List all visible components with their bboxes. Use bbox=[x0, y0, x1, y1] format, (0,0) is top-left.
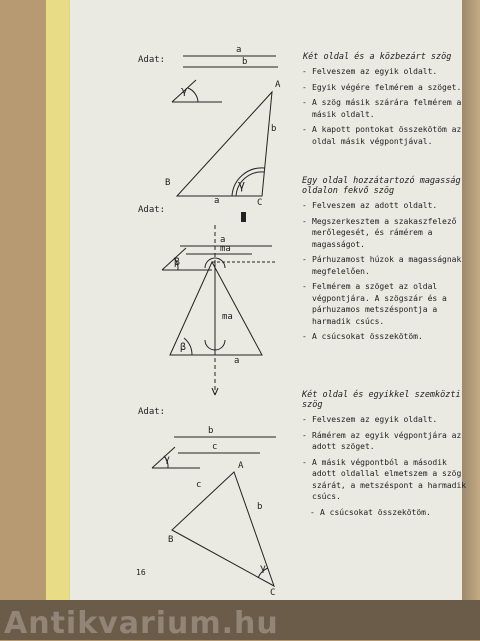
given-angle-beta bbox=[162, 248, 212, 270]
vertex-c: C bbox=[257, 198, 263, 208]
altitude-label: ma bbox=[222, 312, 233, 322]
step: - Felveszem az egyik oldalt. bbox=[302, 414, 474, 426]
step: - Felveszem az adott oldalt. bbox=[302, 200, 474, 212]
label-angle-beta: β bbox=[174, 257, 181, 268]
step: - Felmérem a szöget az oldal végpontjára. A szögszár és a párhuzamos metszéspontja a harmadik csúcs. bbox=[302, 281, 474, 327]
given-angle-gamma-3 bbox=[152, 447, 200, 468]
section3-title: Két oldal és egyikkel szemközti szög bbox=[302, 390, 461, 410]
angle-c-label: γ bbox=[260, 563, 267, 574]
label-seg-a: a bbox=[220, 235, 226, 245]
step: - Rámérem az egyik végpontjára az adott szöget. bbox=[302, 430, 474, 453]
section1-steps bbox=[302, 66, 474, 151]
given-angle-gamma bbox=[172, 80, 222, 102]
step: - Egyik végére felmérem a szöget. bbox=[302, 82, 474, 94]
vertex-a: A bbox=[275, 80, 281, 90]
watermark: Antikvarium.hu bbox=[4, 606, 279, 641]
angle-beta-label: β bbox=[180, 342, 187, 353]
section3-steps bbox=[302, 414, 474, 522]
triangle-abc-3 bbox=[172, 472, 274, 586]
label-seg-b: b bbox=[242, 57, 248, 67]
vertex-c: C bbox=[270, 588, 276, 598]
given-angle-arc bbox=[188, 88, 198, 102]
section2-title: Egy oldal hozzátartozó magasság oldalon fekvő szög bbox=[302, 176, 461, 196]
label-seg-ma: ma bbox=[220, 244, 231, 254]
label-angle-gamma: γ bbox=[164, 454, 171, 465]
given-label: Adat: bbox=[138, 407, 166, 417]
angle-c-label: γ bbox=[238, 178, 246, 192]
step: - A szög másik szárára felmérem a másik oldalt. bbox=[302, 97, 474, 120]
step: - A csúcsokat összekötöm. bbox=[302, 507, 474, 519]
side-a: a bbox=[214, 196, 220, 206]
step: - A kapott pontokat összekötöm az oldal másik végpontjával. bbox=[302, 124, 474, 147]
step: - Párhuzamost húzok a magasságnak megfelelően. bbox=[302, 254, 474, 277]
label-seg-c: c bbox=[212, 442, 218, 452]
vertex-a: A bbox=[238, 461, 244, 471]
side-b: b bbox=[257, 502, 263, 512]
pencil-mark bbox=[241, 212, 246, 222]
side-c: c bbox=[196, 480, 202, 490]
side-a: a bbox=[234, 356, 240, 366]
label-angle-gamma: γ bbox=[181, 84, 188, 97]
vertex-b: B bbox=[165, 178, 171, 188]
given-label: Adat: bbox=[138, 55, 166, 65]
section2-steps bbox=[302, 200, 474, 347]
step: - Megszerkesztem a szakaszfelező merőlegesét, és rámérem a magasságot. bbox=[302, 216, 474, 251]
triangle-abc-1 bbox=[177, 92, 272, 196]
section1-title: Két oldal és a közbezárt szög bbox=[303, 52, 452, 62]
page-number: 16 bbox=[136, 568, 146, 577]
step: - Felveszem az egyik oldalt. bbox=[302, 66, 474, 78]
label-seg-b: b bbox=[208, 426, 214, 436]
step: - A csúcsokat összekötöm. bbox=[302, 331, 474, 343]
side-b: b bbox=[271, 124, 277, 134]
label-seg-a: a bbox=[236, 45, 242, 55]
step: - A másik végpontból a második adott oldallal elmetszem a szög szárát, a metszéspont a harmadik csúcs. bbox=[302, 457, 474, 503]
given-label: Adat: bbox=[138, 205, 166, 215]
vertex-b: B bbox=[168, 535, 174, 545]
